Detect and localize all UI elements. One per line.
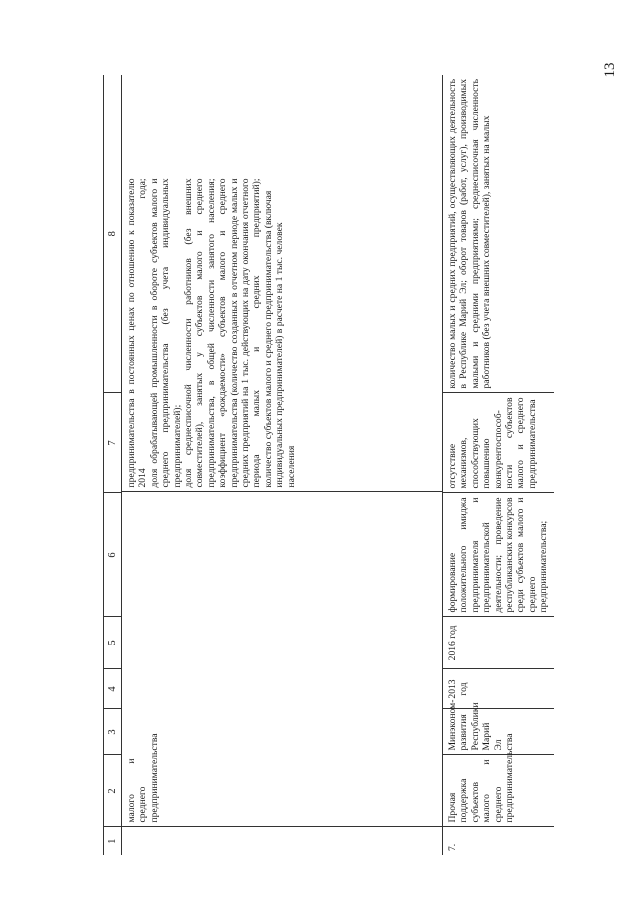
indicator-line: количество субъектов малого и среднего предпринимательства (включая индивидуальных предпринимателей) в расчете на 1 тыс. человек населения — [262, 190, 297, 488]
column-header-8: 8 — [104, 75, 122, 393]
indicator-line: коэффициент «рождаемости» субъектов малого и среднего предпринимательства (количество созданных в отчетном периоде малых и средних предприятий на 1 тыс. действующих на дату окончания отчетного периода малых и средних предприятий); — [217, 178, 263, 488]
column-header-3: 3 — [104, 709, 122, 755]
indicator-line: доля обрабатывающей промышленности в обороте субъектов малого и среднего предпринимательства (без учета индивидуальных предпринимателей); — [148, 178, 183, 488]
item-7-end-year: 2016 год — [443, 617, 554, 669]
column-header-6: 6 — [104, 493, 122, 617]
item-7-expected-result: формирование положительного имиджа предпринимателя и предпринимательской деятельности; проведение республиканских конкурсов среди субъектов малого и среднего предпринимательства; — [443, 493, 554, 617]
table-row-item-7 — [443, 75, 554, 855]
column-header-4: 4 — [104, 669, 122, 709]
item-7-start-year: 2013 год — [443, 669, 554, 709]
item-7-measure-name: Прочая поддержка субъектов малого и среднего предпринимательства — [443, 755, 554, 827]
item-7-indicators: количество малых и средних предприятий, осуществляющих деятельность в Республике Марий Эл; оборот товаров (работ, услуг), производимых малыми и средними предприятиями; среднесписочная численность работников (без учета внешних совместителей), занятых на малых — [443, 75, 554, 393]
continuation-cell-1 — [122, 827, 443, 855]
continuation-indicators — [122, 175, 442, 493]
indicator-line: доля среднесписочной численности работников (без внешних совместителей), занятых у субъектов малого и среднего предпринимательства, в общей численности занятого населения; — [183, 178, 217, 488]
item-7-number: 7. — [443, 827, 554, 855]
item-7-responsible: Минэконом-развития Республики Марий Эл — [443, 709, 554, 755]
table-row-continuation — [122, 75, 443, 855]
column-header-1: 1 — [104, 827, 122, 855]
indicator-line: предпринимательства в постоянных ценах по отношению к показателю 2014 года; — [126, 178, 149, 488]
program-measures-table — [103, 75, 554, 855]
item-7-consequences: отсутствие механизмов, способствующих повышению конкурентоспособ-ности субъектов малого и среднего предпринимательства — [443, 393, 554, 493]
page-number: 13 — [601, 62, 618, 78]
continuation-measure-name: малого и среднего предпринимательства — [126, 733, 160, 823]
column-header-2: 2 — [104, 755, 122, 827]
rotated-page-content — [103, 75, 550, 855]
continuation-cell-2-8 — [122, 75, 443, 827]
column-header-7: 7 — [104, 393, 122, 493]
column-number-header-row — [104, 75, 122, 855]
column-header-5: 5 — [104, 617, 122, 669]
continuation-blank-cells — [122, 493, 442, 755]
